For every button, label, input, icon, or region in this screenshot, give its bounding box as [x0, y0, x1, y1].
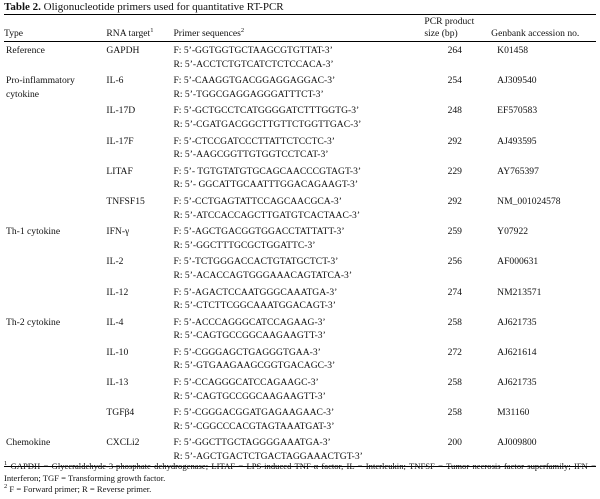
cell-pcr-size-text: 274	[447, 286, 462, 298]
cell-rna-target	[106, 42, 173, 73]
reverse-primer: R: 5’-GGCTTTGCGCTGGATTC-3’	[173, 239, 316, 251]
header-accession: Genbank accession no.	[491, 15, 596, 42]
cell-accession	[491, 374, 596, 404]
header-rna-target: RNA target$^1$	[106, 15, 173, 42]
cell-rna-target-text: TNFSF15	[106, 195, 145, 207]
reverse-primer: R: 5’-CGGCCCACGTAGTAAATGAT-3’	[173, 420, 335, 432]
cell-primer-sequences	[173, 223, 424, 253]
table-row	[4, 193, 596, 223]
cell-type-text: Pro-inflammatory cytokine	[6, 75, 75, 100]
cell-primer-sequences	[173, 72, 424, 102]
reverse-primer: R: 5’-CGATGACGGCTTGTTCTGGTTGAC-3’	[173, 118, 362, 130]
forward-primer: F: 5’-TCTGGGACCACTGTATGCTCT-3’	[173, 256, 339, 268]
cell-rna-target	[106, 163, 173, 193]
cell-type	[4, 404, 106, 434]
cell-accession	[491, 163, 596, 193]
forward-primer: F: 5’-GGTGGTGCTAAGCGTGTTAT-3’	[173, 45, 333, 56]
cell-primer-sequences	[173, 314, 424, 344]
cell-primer-sequences	[173, 102, 424, 132]
cell-pcr-size-text: 292	[447, 195, 462, 207]
forward-primer: F: 5’-CTCCGATCCCTTATTCTCCTC-3’	[173, 135, 335, 147]
cell-rna-target-text: IL-12	[106, 286, 129, 298]
cell-pcr-size-text: 264	[447, 45, 462, 56]
cell-pcr-size-text: 256	[447, 256, 462, 268]
reverse-primer: R: 5’-CTCTTCGGCAAATGGACAGT-3’	[173, 300, 336, 312]
cell-type-text: Th-1 cytokine	[6, 226, 61, 238]
table-row	[4, 133, 596, 163]
cell-accession-text: AF000631	[497, 256, 539, 268]
cell-accession-text: M31160	[497, 407, 530, 419]
forward-primer: F: 5’-GCTGCCTCATGGGGATCTTTGGTG-3’	[173, 105, 360, 117]
cell-accession	[491, 223, 596, 253]
cell-rna-target	[106, 253, 173, 283]
forward-primer: F: 5’-AGACTCCAATGGGCAAATGA-3’	[173, 286, 338, 298]
cell-accession	[491, 404, 596, 434]
cell-accession	[491, 133, 596, 163]
cell-pcr-size	[424, 72, 491, 102]
table-row	[4, 344, 596, 374]
cell-pcr-size-text: 292	[447, 135, 462, 147]
cell-rna-target-text: IL-4	[106, 316, 124, 328]
table-row	[4, 102, 596, 132]
table-row	[4, 72, 596, 102]
cell-rna-target	[106, 344, 173, 374]
cell-pcr-size-text: 272	[447, 346, 462, 358]
cell-pcr-size	[424, 163, 491, 193]
cell-pcr-size	[424, 133, 491, 163]
cell-rna-target	[106, 314, 173, 344]
cell-rna-target	[106, 72, 173, 102]
forward-primer: F: 5’-ACCCAGGGCATCCAGAAG-3’	[173, 316, 326, 328]
reverse-primer: R: 5’-ACCTCTGTCATCTCTCCACA-3’	[173, 58, 334, 70]
cell-rna-target	[106, 404, 173, 434]
cell-accession-text: NM213571	[497, 286, 542, 298]
reverse-primer: R: 5’-CAGTGCCGGCAAGAAGTT-3’	[173, 330, 326, 342]
cell-type	[4, 163, 106, 193]
table-body	[4, 42, 596, 467]
cell-rna-target-text: IFN-γ	[106, 226, 130, 238]
cell-type	[4, 284, 106, 314]
cell-pcr-size	[424, 253, 491, 283]
cell-primer-sequences	[173, 404, 424, 434]
cell-accession-text: AJ493595	[497, 135, 537, 147]
cell-type	[4, 102, 106, 132]
table-row	[4, 374, 596, 404]
cell-primer-sequences	[173, 193, 424, 223]
cell-rna-target	[106, 374, 173, 404]
cell-accession-text: AJ621735	[497, 316, 537, 328]
cell-accession-text: AY765397	[497, 165, 539, 177]
table-row	[4, 42, 596, 73]
cell-type	[4, 374, 106, 404]
cell-accession	[491, 284, 596, 314]
cell-primer-sequences	[173, 344, 424, 374]
cell-accession-text: AJ309540	[497, 75, 537, 87]
cell-rna-target-text: TGFβ4	[106, 407, 135, 419]
reverse-primer: R: 5’-GTGAAGAAGCGGTGACAGC-3’	[173, 360, 336, 372]
caption-text: Oligonucleotide primers used for quantitative RT-PCR	[43, 1, 284, 13]
forward-primer: F: 5’-AGCTGACGGTGGACCTATTATT-3’	[173, 226, 345, 238]
cell-type-text: Th-2 cytokine	[6, 316, 61, 328]
cell-rna-target	[106, 193, 173, 223]
cell-accession	[491, 72, 596, 102]
cell-pcr-size	[424, 193, 491, 223]
cell-primer-sequences	[173, 284, 424, 314]
cell-accession-text: Y07922	[497, 226, 529, 238]
forward-primer: F: 5’-GGCTTGCTAGGGGAAATGA-3’	[173, 437, 331, 449]
table-row	[4, 314, 596, 344]
cell-rna-target-text: GAPDH	[106, 45, 140, 56]
cell-type-text: Chemokine	[6, 437, 51, 449]
cell-accession	[491, 42, 596, 73]
cell-primer-sequences	[173, 374, 424, 404]
footnotes	[4, 461, 596, 496]
cell-accession-text: AJ009800	[497, 437, 537, 449]
cell-accession	[491, 344, 596, 374]
footnote-1: $^1$ GAPDH = Glyceraldehyde-3-phosphate dehydrogenase; LITAF = LPS-induced TNF-α factor, IL = Interleukin; TNFSF = Tumor necrosis factor superfamily; IFN = Interferon; TGF = Transforming growth factor.	[4, 460, 596, 483]
cell-pcr-size	[424, 102, 491, 132]
cell-rna-target-text: LITAF	[106, 165, 133, 177]
cell-rna-target-text: IL-10	[106, 346, 129, 358]
cell-accession	[491, 314, 596, 344]
cell-pcr-size	[424, 284, 491, 314]
cell-rna-target-text: CXCLi2	[106, 437, 140, 449]
reverse-primer: R: 5’-ACACCAGTGGGAAACAGTATCA-3’	[173, 269, 353, 281]
cell-accession-text: AJ621614	[497, 346, 537, 358]
header-primer-sequences: Primer sequences$^2$	[173, 15, 424, 42]
cell-pcr-size-text: 254	[447, 75, 462, 87]
cell-accession	[491, 253, 596, 283]
cell-pcr-size-text: 258	[447, 316, 462, 328]
cell-pcr-size-text: 259	[447, 226, 462, 238]
cell-accession-text: NM_001024578	[497, 195, 561, 207]
cell-pcr-size-text: 229	[447, 165, 462, 177]
table-row	[4, 404, 596, 434]
reverse-primer: R: 5’-AGCTGACTCTGACTAGGAAACTGT-3’	[173, 451, 363, 463]
cell-rna-target-text: IL-2	[106, 256, 124, 268]
header-type: Type	[4, 15, 106, 42]
cell-pcr-size	[424, 42, 491, 73]
cell-accession-text: AJ621735	[497, 377, 537, 389]
forward-primer: F: 5’-CAAGGTGACGGAGGAGGAC-3’	[173, 75, 336, 87]
caption-label: Table 2.	[4, 1, 41, 13]
cell-type-text: Reference	[6, 45, 45, 56]
cell-primer-sequences	[173, 133, 424, 163]
cell-accession	[491, 193, 596, 223]
forward-primer: F: 5’-CGGGAGCTGAGGGTGAA-3’	[173, 346, 321, 358]
table-row	[4, 163, 596, 193]
primer-table	[4, 14, 596, 467]
footnote-2: $^2$ F = Forward primer; R = Reverse primer.	[4, 483, 152, 494]
table-caption	[4, 1, 284, 13]
cell-primer-sequences	[173, 253, 424, 283]
cell-accession	[491, 102, 596, 132]
cell-pcr-size-text: 248	[447, 105, 462, 117]
cell-rna-target-text: IL-17D	[106, 105, 136, 117]
table-row	[4, 284, 596, 314]
forward-primer: F: 5’-CCAGGGCATCCAGAAGC-3’	[173, 377, 319, 389]
table-row	[4, 253, 596, 283]
cell-accession-text: EF570583	[497, 105, 538, 117]
forward-primer: F: 5’-CCTGAGTATTCCAGCAACGCA-3’	[173, 195, 342, 207]
table-row	[4, 223, 596, 253]
cell-pcr-size	[424, 223, 491, 253]
cell-type	[4, 42, 106, 73]
cell-type	[4, 344, 106, 374]
cell-primer-sequences	[173, 42, 424, 73]
header-pcr-size: PCR product size (bp)	[424, 15, 491, 42]
cell-rna-target	[106, 133, 173, 163]
cell-rna-target	[106, 223, 173, 253]
header-row	[4, 15, 596, 42]
cell-rna-target-text: IL-13	[106, 377, 129, 389]
cell-type	[4, 314, 106, 344]
reverse-primer: R: 5’- GGCATTGCAATTTGGACAGAAGT-3’	[173, 179, 359, 191]
cell-primer-sequences	[173, 163, 424, 193]
reverse-primer: R: 5’-AAGCGGTTGTGGTCCTCAT-3’	[173, 149, 329, 161]
cell-rna-target-text: IL-6	[106, 75, 124, 87]
cell-pcr-size-text: 258	[447, 407, 462, 419]
cell-type	[4, 223, 106, 253]
cell-pcr-size-text: 200	[447, 437, 462, 449]
cell-type	[4, 253, 106, 283]
cell-pcr-size	[424, 314, 491, 344]
reverse-primer: R: 5’-TGGCGAGGAGGGATTTCT-3’	[173, 88, 324, 100]
cell-rna-target-text: IL-17F	[106, 135, 134, 147]
cell-type	[4, 133, 106, 163]
cell-pcr-size-text: 258	[447, 377, 462, 389]
cell-type	[4, 193, 106, 223]
cell-pcr-size	[424, 404, 491, 434]
forward-primer: F: 5’- TGTGTATGTGCAGCAACCCGTAGT-3’	[173, 165, 362, 177]
reverse-primer: R: 5’-ATCCACCAGCTTGATGTCACTAAC-3’	[173, 209, 361, 221]
cell-pcr-size	[424, 344, 491, 374]
cell-rna-target	[106, 102, 173, 132]
reverse-primer: R: 5’-CAGTGCCGGCAAGAAGTT-3’	[173, 390, 326, 402]
cell-pcr-size	[424, 374, 491, 404]
cell-type	[4, 72, 106, 102]
cell-rna-target	[106, 284, 173, 314]
cell-accession-text: K01458	[497, 45, 529, 56]
forward-primer: F: 5’-CGGGACGGATGAGAAGAAC-3’	[173, 407, 335, 419]
